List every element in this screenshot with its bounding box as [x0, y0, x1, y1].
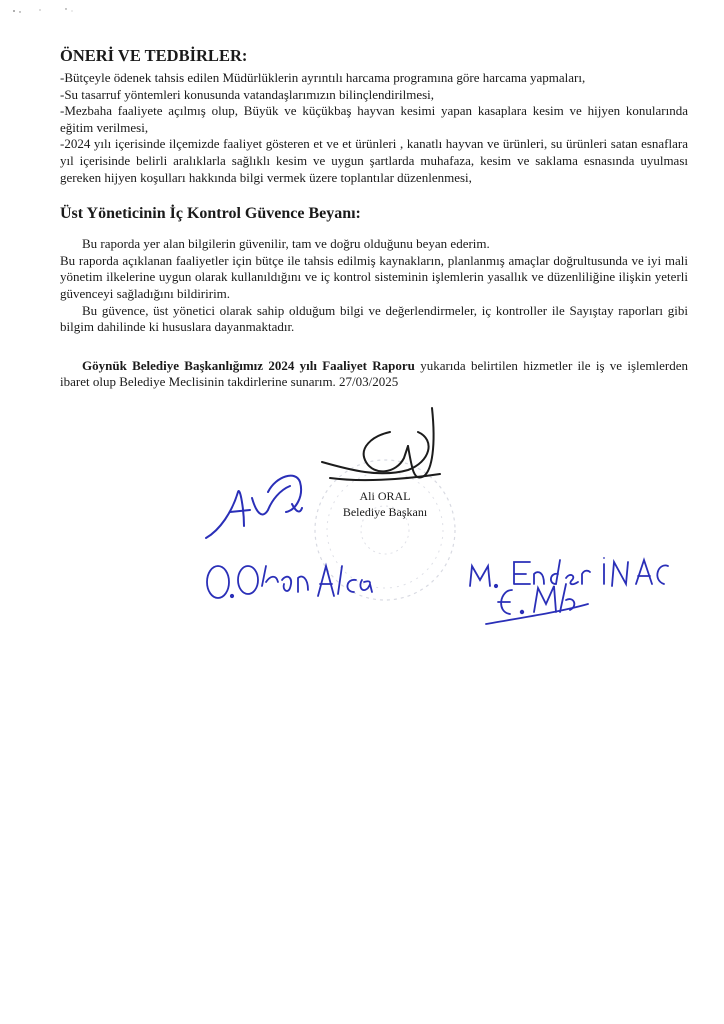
assurance-paragraph: Bu raporda yer alan bilgilerin güvenilir, tam ve doğru olduğunu beyan ederim.	[82, 236, 490, 252]
recommendations-section	[60, 46, 688, 186]
recommendation-item: -Su tasarruf yöntemleri konusunda vatandaşlarımızın bilinçlendirilmesi,	[60, 86, 435, 102]
signatory-name: Ali ORAL	[359, 489, 411, 503]
assurance-statement-title: Üst Yöneticinin İç Kontrol Güvence Beyanı:	[60, 205, 361, 223]
recommendation-item: -2024 yılı içerisinde ilçemizde faaliyet gösteren et ve et ürünleri , kanatlı hayvan ve ürünleri, su ürünleri satan esnaflara yıl içerisinde belirli aralıklarla sağlıklı kesim ve uygun şartlarda muhafaza, kesim ve saklama esnasında uyulması gereken hijyen koşulları hakkında bilgi vermek üzere toplantılar düzenlenmesi,	[60, 136, 688, 185]
assurance-paragraph: Bu güvence, üst yönetici olarak sahip olduğum bilgi ve değerlendirmeler, iç kontroller ile Sayıştay raporları gibi bilgim dahilinde ki hususlara dayanmaktadır.	[60, 302, 688, 335]
signatory-title: Belediye Başkanı	[342, 505, 428, 519]
report-name: Göynük Belediye Başkanlığımız 2024 yılı Faaliyet Raporu	[82, 357, 415, 373]
member-signature-4-em	[486, 584, 588, 624]
recommendation-item: -Mezbaha faaliyete açılmış olup, Büyük ve küçükbaş hayvan kesimi yapan kasaplara kesim ve hijyen konularında eğitim verilmesi,	[60, 103, 688, 135]
closing-text: yukarıda belirtilen hizmetler ile iş ve işlemlerden ibaret olup Belediye Meclisinin takdirlerine sunarım. 27/03/2025	[60, 357, 688, 390]
recommendation-item: -Bütçeyle ödenek tahsis edilen Müdürlüklerin ayrıntılı harcama programına göre harcama yapmaları,	[60, 70, 586, 85]
closing-paragraph	[60, 358, 688, 391]
member-signature-1	[206, 476, 302, 538]
member-signature-3-ender-inac	[470, 558, 668, 587]
mayor-signature	[322, 408, 440, 480]
scan-specks	[0, 0, 120, 20]
assurance-statement	[60, 236, 688, 391]
signatory-block	[300, 488, 470, 520]
recommendations-title: ÖNERİ VE TEDBİRLER:	[60, 46, 248, 65]
report-content	[60, 46, 688, 391]
assurance-paragraph: Bu raporda açıklanan faaliyetler için bütçe ile tahsis edilmiş kaynakların, planlanmış amaçlar doğrultusunda ve iyi mali yönetim ilkelerine uygun olarak kullanıldığını ve iç kontrol sisteminin işlemlerin yasallık ve düzenliliğine ilişkin yeterli güvenceyi sağladığını bildiririm.	[60, 252, 688, 301]
member-signature-2-okan-alcan	[207, 566, 372, 598]
official-stamp	[315, 460, 455, 600]
